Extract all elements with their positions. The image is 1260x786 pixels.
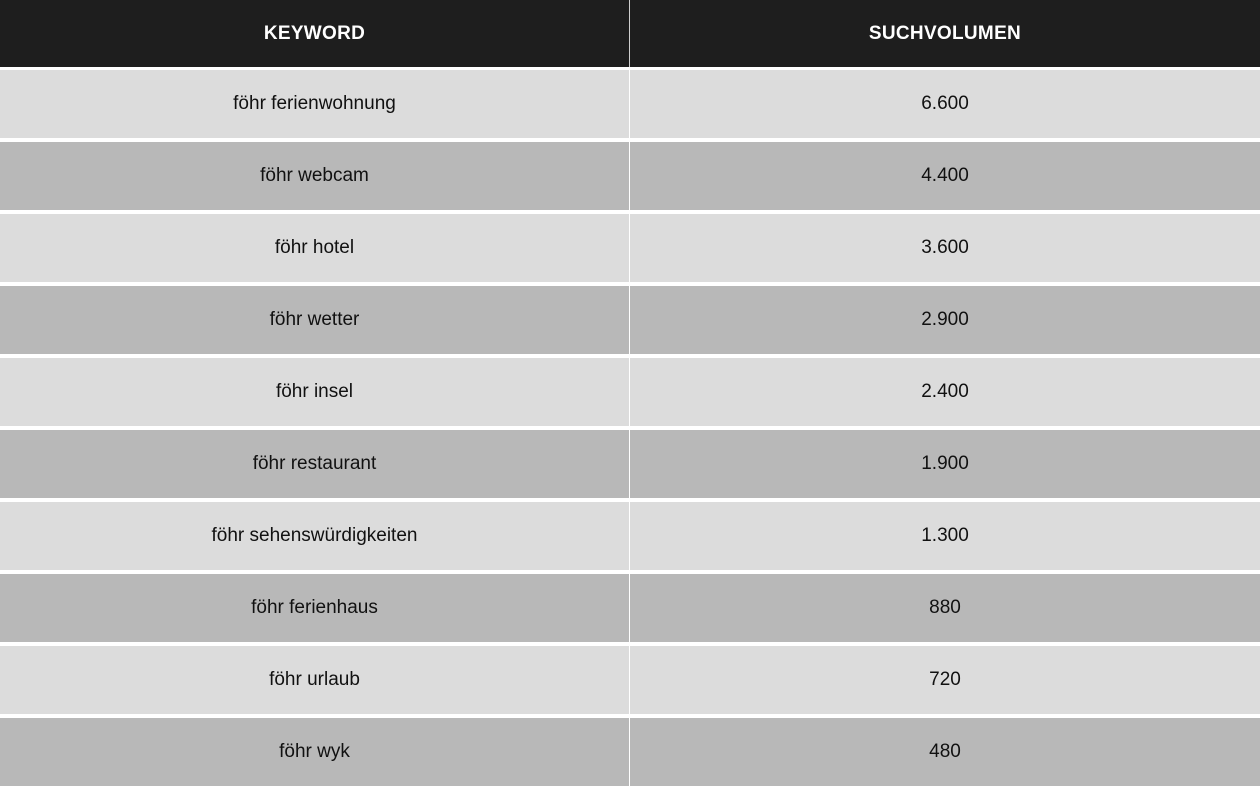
keyword-cell: föhr wetter — [0, 286, 630, 354]
table-row — [0, 214, 1260, 282]
table-header — [0, 0, 1260, 67]
keyword-cell: föhr hotel — [0, 214, 630, 282]
volume-cell: 1.300 — [921, 525, 969, 546]
table-row — [0, 718, 1260, 786]
keyword-cell: föhr urlaub — [0, 646, 630, 714]
volume-cell: 2.900 — [921, 309, 969, 330]
volume-cell: 4.400 — [921, 165, 969, 186]
keyword-cell: föhr ferienhaus — [0, 574, 630, 642]
header-keyword: KEYWORD — [0, 0, 630, 67]
table-row — [0, 502, 1260, 570]
keyword-cell: föhr insel — [0, 358, 630, 426]
table-row — [0, 430, 1260, 498]
volume-cell: 2.400 — [921, 381, 969, 402]
volume-cell: 3.600 — [921, 237, 969, 258]
header-search-volume: SUCHVOLUMEN — [868, 22, 1022, 44]
table-row — [0, 286, 1260, 354]
volume-cell: 880 — [929, 597, 961, 618]
keyword-cell: föhr ferienwohnung — [0, 70, 630, 138]
keyword-cell: föhr sehenswürdigkeiten — [0, 502, 630, 570]
volume-cell: 480 — [929, 741, 961, 762]
table-row — [0, 70, 1260, 138]
keyword-cell: föhr webcam — [0, 142, 630, 210]
volume-cell: 1.900 — [921, 453, 969, 474]
volume-cell: 6.600 — [921, 93, 969, 114]
keyword-cell: föhr wyk — [0, 718, 630, 786]
volume-cell: 720 — [929, 669, 961, 690]
table-row — [0, 142, 1260, 210]
table-row — [0, 574, 1260, 642]
keyword-cell: föhr restaurant — [0, 430, 630, 498]
table-row — [0, 646, 1260, 714]
table-row — [0, 358, 1260, 426]
